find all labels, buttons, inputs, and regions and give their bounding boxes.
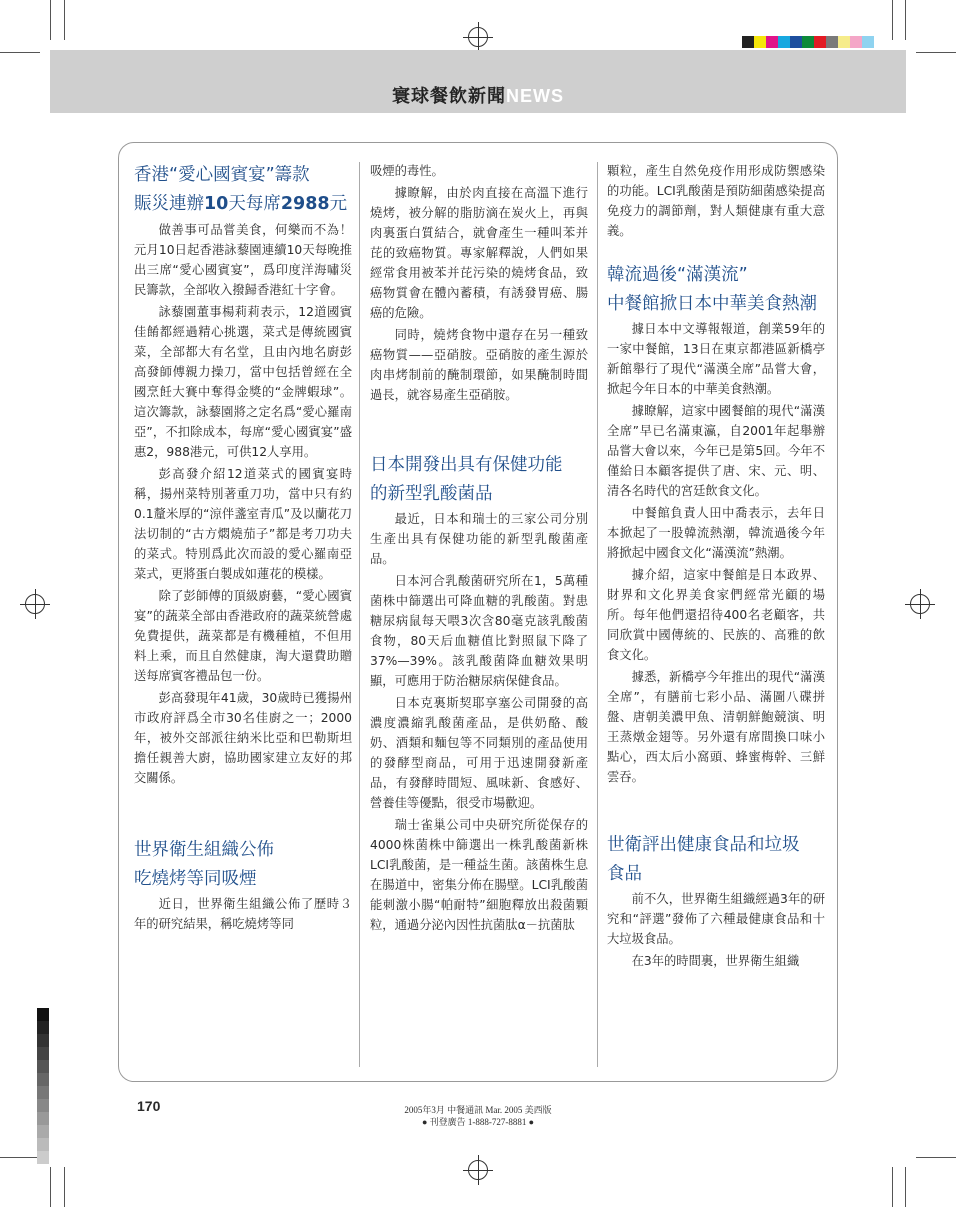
gray-swatch bbox=[37, 1073, 49, 1086]
paragraph: 在3年的時間裏，世界衛生組織 bbox=[631, 954, 800, 968]
color-swatch bbox=[838, 36, 850, 48]
crop-mark bbox=[892, 1167, 893, 1207]
article-headline: 的新型乳酸菌品 bbox=[370, 484, 493, 504]
crop-mark bbox=[892, 0, 893, 40]
article-headline: 食品 bbox=[607, 864, 642, 884]
paragraph: 據悉，新橋亭今年推出的現代“滿漢全席”，有膳前七彩小品、滿圖八碟拼盤、唐朝美濃甲魚、清朝鮮鮑競演、明王蒸燉金翅等。另外還有席間換口味小點心，西太后小窩頭、蜂蜜梅幹、三鮮雲吞。 bbox=[607, 670, 825, 784]
registration-mark-top bbox=[468, 27, 488, 47]
paragraph: 吸煙的毒性。 bbox=[370, 164, 444, 178]
gray-swatch bbox=[37, 1060, 49, 1073]
paragraph: 據介紹，這家中餐館是日本政界、財界和文化界美食家們經常光顧的場所。每年他們還招待400名老顧客，共同欣賞中國傳統的、民族的、高雅的飲食文化。 bbox=[607, 568, 825, 662]
crop-mark bbox=[50, 0, 51, 40]
color-swatch bbox=[754, 36, 766, 48]
paragraph: 瑞士雀巢公司中央研究所從保存的4000株菌株中篩選出一株乳酸菌新株LCI乳酸菌，是一種益生菌。該菌株生息在腸道中，密集分佈在腸壁。LCI乳酸菌能刺激小腸“帕耐特”細胞釋放出殺菌顆粒，通過分泌內因性抗菌肽α－抗菌肽 bbox=[370, 818, 588, 932]
crop-mark bbox=[50, 1167, 51, 1207]
paragraph: 據瞭解，這家中國餐館的現代“滿漢全席”早已名滿東瀛，自2001年起舉辦品嘗大會以來，今年已是第5回。今年不僅給日本顧客提供了唐、宋、元、明、清各名時代的宮廷飲食文化。 bbox=[607, 404, 825, 498]
paragraph: 近日，世界衛生組織公佈了歷時３年的研究結果，稱吃燒烤等同 bbox=[134, 897, 352, 931]
gray-swatch bbox=[37, 1086, 49, 1099]
column-divider bbox=[597, 162, 598, 1067]
column-divider bbox=[359, 162, 360, 1067]
registration-mark-left bbox=[25, 594, 45, 614]
gray-scale-bar bbox=[37, 1008, 49, 1164]
color-swatch bbox=[766, 36, 778, 48]
paragraph: 據日本中文導報報道，創業59年的一家中餐館，13日在東京都港區新橋亭新館舉行了現代“滿漢全席”品嘗大會，掀起今年日本的中華美食熱潮。 bbox=[607, 322, 825, 396]
color-swatch bbox=[778, 36, 790, 48]
gray-swatch bbox=[37, 1008, 49, 1021]
gray-swatch bbox=[37, 1034, 49, 1047]
footer-line: ● 刊登廣告 1-888-727-8881 ● bbox=[421, 1117, 535, 1127]
crop-mark bbox=[64, 1167, 65, 1207]
column-3 bbox=[607, 161, 825, 973]
gray-swatch bbox=[37, 1021, 49, 1034]
crop-mark bbox=[0, 52, 40, 53]
footer-info bbox=[0, 1104, 956, 1128]
color-swatch bbox=[742, 36, 754, 48]
article-headline: 世界衛生組織公佈 bbox=[134, 840, 274, 860]
column-1 bbox=[134, 161, 352, 936]
color-swatch bbox=[814, 36, 826, 48]
paragraph: 彭高發介紹12道菜式的國賓宴時稱，揚州菜特別著重刀功，當中只有約0.1釐米厚的“涼伴盞室青瓜”及以蘭花刀法切制的“古方燜燒茄子”都是考刀功夫的菜式。特別爲此次而設的愛心羅南亞菜式，更將蛋白製成如蓮花的模樣。 bbox=[134, 467, 352, 581]
paragraph: 除了彭師傅的頂級廚藝，“愛心國賓宴”的蔬菜全部由香港政府的蔬菜統營處免費提供，蔬菜都是有機種植，不但用料上乘，而且自然健康，淘大還費助贈送每席賓客禮品包一份。 bbox=[134, 589, 352, 683]
color-swatch bbox=[862, 36, 874, 48]
color-swatch bbox=[850, 36, 862, 48]
masthead-zh: 寰球餐飲新聞 bbox=[392, 86, 506, 107]
paragraph: 同時，燒烤食物中還存在另一種致癌物質——亞硝胺。亞硝胺的產生源於肉串烤制前的醃制環節，如果醃制時間過長，就容易產生亞硝胺。 bbox=[370, 328, 588, 402]
color-swatch bbox=[802, 36, 814, 48]
footer-line: 2005年3月 中餐通訊 Mar. 2005 美西版 bbox=[404, 1105, 552, 1115]
gray-swatch bbox=[37, 1151, 49, 1164]
masthead bbox=[50, 82, 906, 108]
article-headline: 世衛評出健康食品和垃圾 bbox=[607, 835, 800, 855]
paragraph: 詠藜園董事楊莉莉表示，12道國賓佳餚都經過精心挑選，菜式是傳統國賓菜，全部都大有名堂，且由內地名廚彭高發師傅親力操刀，當中包括曾經在全國烹飪大賽中奪得金獎的“金牌蝦球”。這次籌款，詠藜園將之定名爲“愛心羅南亞”，不扣除成本，每席“愛心國賓宴”盛惠2，988港元，可供12人享用。 bbox=[134, 305, 352, 459]
color-swatch bbox=[826, 36, 838, 48]
paragraph: 彭高發現年41歲，30歲時已獲揚州市政府評爲全市30名佳廚之一；2000年，被外交部派往納米比亞和巴勒斯坦擔任親善大廚，協助國家建立友好的邦交關係。 bbox=[134, 691, 352, 785]
paragraph: 前不久，世界衛生組織經過3年的研究和“評選”發佈了六種最健康食品和十大垃圾食品。 bbox=[607, 892, 825, 946]
crop-mark bbox=[916, 1157, 956, 1158]
crop-mark bbox=[916, 52, 956, 53]
article-headline: 賑災連辦10天每席2988元 bbox=[134, 194, 348, 214]
paragraph: 日本河合乳酸菌研究所在1，5萬種菌株中篩選出可降血糖的乳酸菌。對患糖尿病鼠每天喂3次含80毫克該乳酸菌食物，80天后血糖值比對照鼠下降了37%—39%。該乳酸菌降血糖效果明顯，可應用于防治糖尿病保健食品。 bbox=[370, 574, 588, 688]
masthead-en: NEWS bbox=[506, 86, 564, 106]
article-headline: 吃燒烤等同吸煙 bbox=[134, 869, 257, 889]
paragraph: 據瞭解，由於肉直接在高溫下進行燒烤，被分解的脂肪滴在炭火上，再與肉裏蛋白質結合，就會產生一種叫苯并芘的致癌物質。專家解釋說，人們如果經常食用被苯并芘污染的燒烤食品，致癌物質會在體內蓄積，有誘發胃癌、腸癌的危險。 bbox=[370, 186, 588, 320]
paragraph: 中餐館負責人田中喬表示，去年日本掀起了一股韓流熱潮，韓流過後今年將掀起中國食文化“滿漢流”熱潮。 bbox=[607, 506, 825, 560]
crop-mark bbox=[905, 0, 906, 40]
paragraph: 最近，日本和瑞士的三家公司分別生產出具有保健功能的新型乳酸菌產品。 bbox=[370, 512, 588, 566]
gray-swatch bbox=[37, 1138, 49, 1151]
column-2 bbox=[370, 161, 588, 937]
registration-mark-right bbox=[910, 594, 930, 614]
crop-mark bbox=[905, 1167, 906, 1207]
gray-swatch bbox=[37, 1047, 49, 1060]
article-headline: 韓流過後“滿漢流” bbox=[607, 265, 748, 285]
article-headline: 日本開發出具有保健功能 bbox=[370, 455, 563, 475]
page-number: 170 bbox=[137, 1098, 161, 1114]
crop-mark bbox=[64, 0, 65, 40]
registration-mark-bottom bbox=[468, 1160, 488, 1180]
article-headline: 香港“愛心國賓宴”籌款 bbox=[134, 165, 310, 185]
header-band bbox=[50, 50, 906, 113]
article-headline: 中餐館掀日本中華美食熱潮 bbox=[607, 294, 817, 314]
paragraph: 做善事可品嘗美食，何樂而不為！元月10日起香港詠藜園連續10天每晚推出三席“愛心國賓宴”，爲印度洋海嘯災民籌款，全部收入撥歸香港紅十字會。 bbox=[134, 223, 352, 297]
crop-mark bbox=[0, 1157, 40, 1158]
color-swatch bbox=[790, 36, 802, 48]
paragraph: 日本克裏斯契耶享塞公司開發的高濃度濃縮乳酸菌產品，是供奶酪、酸奶、酒類和麵包等不同類別的產品使用的發酵型商品，可用于迅速開發新產品，有發酵時間短、風味新、食感好、營養佳等優點，很受市場歡迎。 bbox=[370, 696, 588, 810]
paragraph: 顆粒，產生自然免疫作用形成防禦感染的功能。LCI乳酸菌是預防細菌感染提高免疫力的調節劑，對人類健康有重大意義。 bbox=[607, 164, 825, 238]
color-bar bbox=[742, 36, 874, 48]
